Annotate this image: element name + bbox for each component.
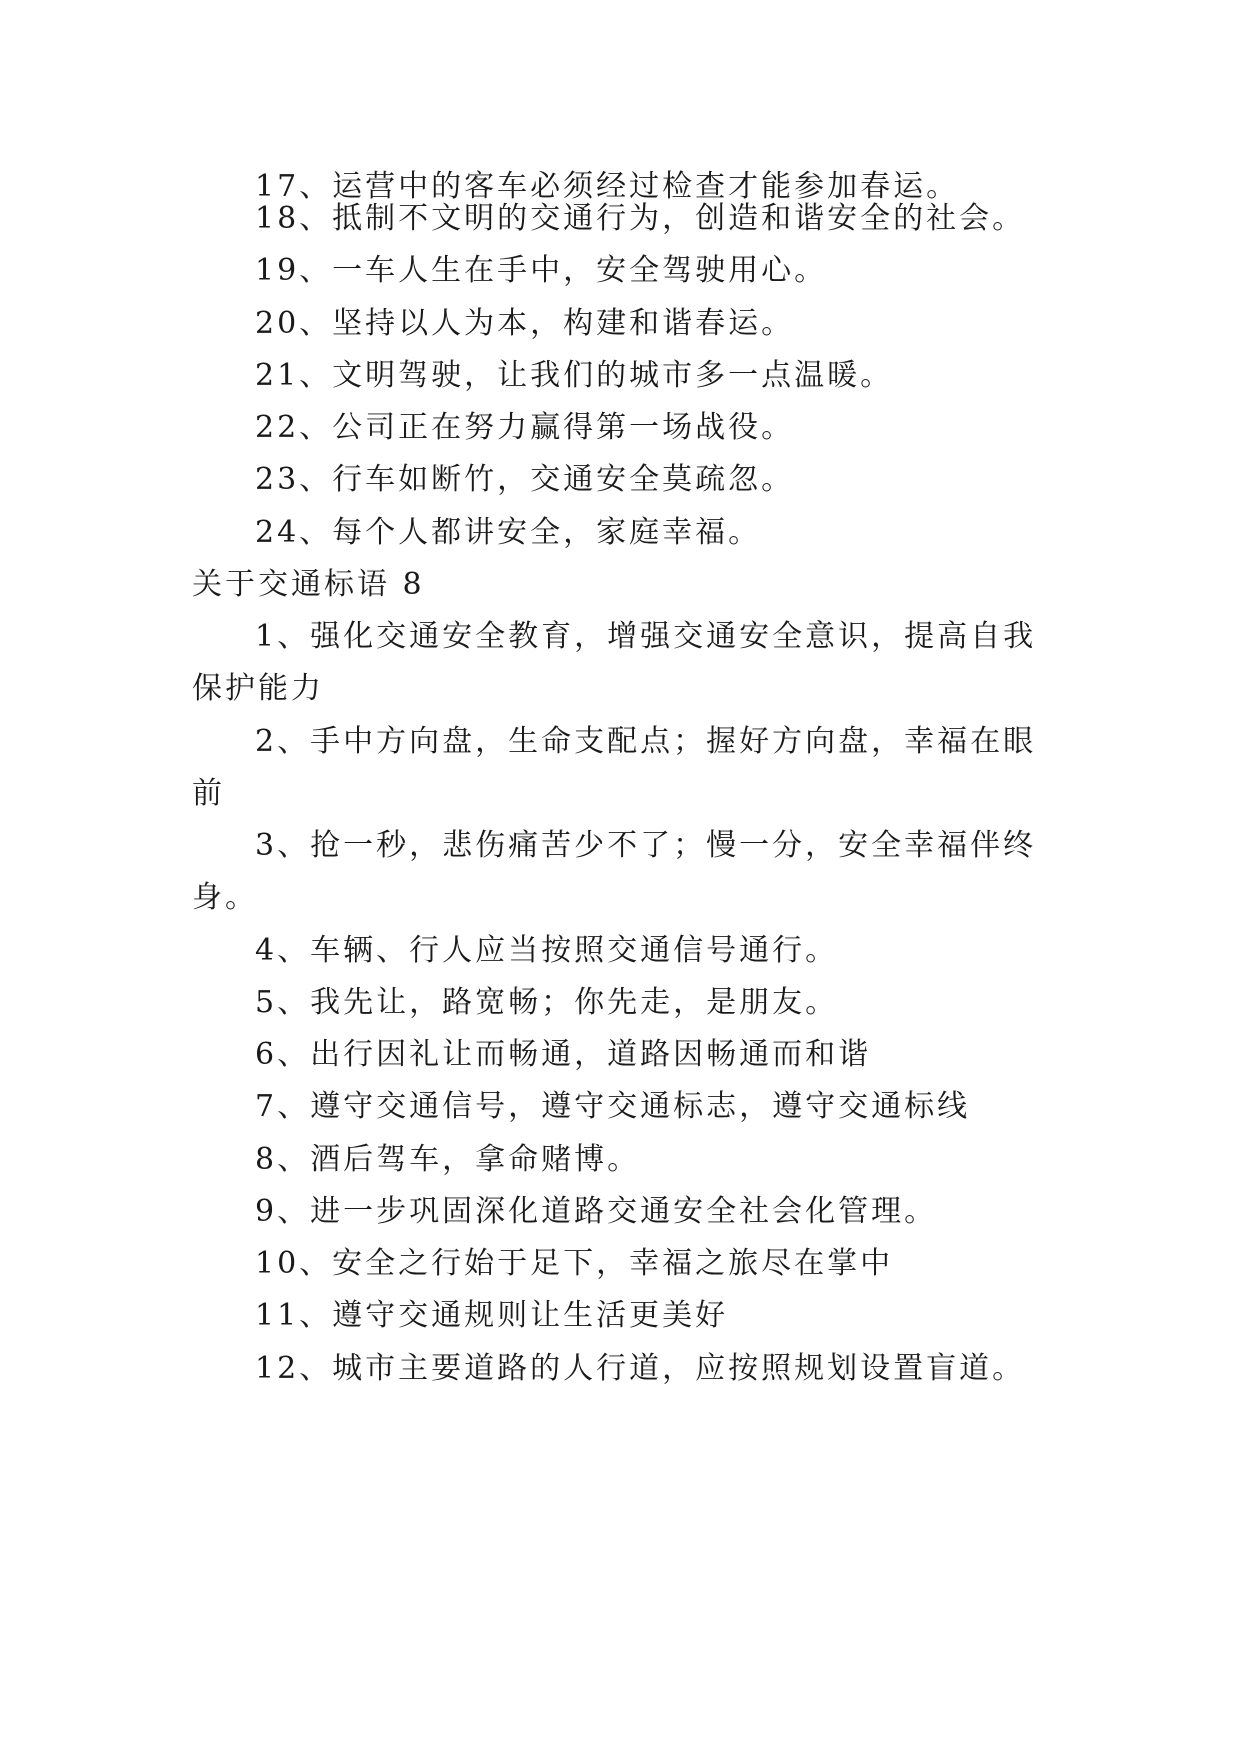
slogan-9: 9、进一步巩固深化道路交通安全社会化管理。 xyxy=(255,1194,938,1229)
slogan-11: 11、遵守交通规则让生活更美好 xyxy=(255,1298,729,1333)
slogan-7: 7、遵守交通信号，遵守交通标志，遵守交通标线 xyxy=(255,1089,971,1124)
section-heading: 关于交通标语 8 xyxy=(192,567,425,602)
slogan-1-continuation: 保护能力 xyxy=(192,671,324,706)
slogan-18: 18、抵制不文明的交通行为，创造和谐安全的社会。 xyxy=(255,201,1026,236)
slogan-10: 10、安全之行始于足下，幸福之旅尽在掌中 xyxy=(255,1246,894,1281)
slogan-6: 6、出行因礼让而畅通，道路因畅通而和谐 xyxy=(255,1037,872,1072)
slogan-17: 17、运营中的客车必须经过检查才能参加春运。 xyxy=(255,169,960,204)
slogan-24: 24、每个人都讲安全，家庭幸福。 xyxy=(255,515,762,550)
slogan-2-continuation: 前 xyxy=(192,776,225,811)
slogan-19: 19、一车人生在手中，安全驾驶用心。 xyxy=(255,253,828,288)
slogan-12: 12、城市主要道路的人行道，应按照规划设置盲道。 xyxy=(255,1351,1026,1386)
slogan-8: 8、酒后驾车，拿命赌博。 xyxy=(255,1142,641,1177)
slogan-21: 21、文明驾驶，让我们的城市多一点温暖。 xyxy=(255,358,894,393)
slogan-4: 4、车辆、行人应当按照交通信号通行。 xyxy=(255,933,839,968)
slogan-22: 22、公司正在努力赢得第一场战役。 xyxy=(255,410,795,445)
slogan-2: 2、手中方向盘，生命支配点；握好方向盘，幸福在眼 xyxy=(255,724,1037,759)
slogan-3-continuation: 身。 xyxy=(192,880,258,915)
slogan-5: 5、我先让，路宽畅；你先走，是朋友。 xyxy=(255,985,839,1020)
slogan-1: 1、强化交通安全教育，增强交通安全意识，提高自我 xyxy=(255,619,1037,654)
slogan-20: 20、坚持以人为本，构建和谐春运。 xyxy=(255,306,795,341)
slogan-3: 3、抢一秒，悲伤痛苦少不了；慢一分，安全幸福伴终 xyxy=(255,828,1037,863)
slogan-23: 23、行车如断竹，交通安全莫疏忽。 xyxy=(255,462,795,497)
